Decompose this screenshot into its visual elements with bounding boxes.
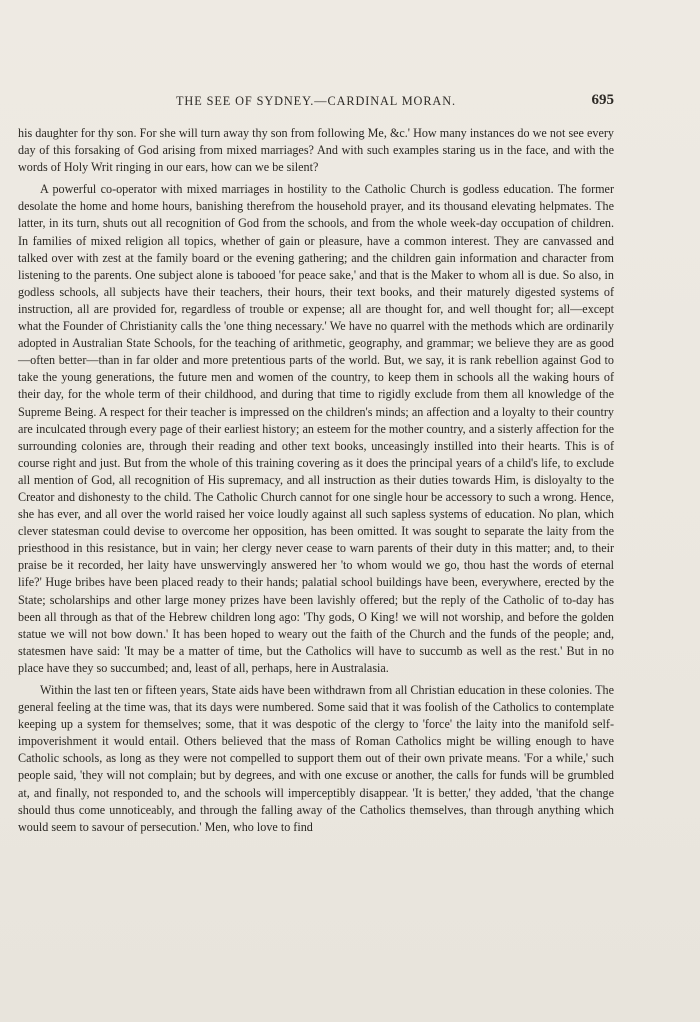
paragraph-state-aids: Within the last ten or fifteen years, State aids have been withdrawn from all Christian education in these colonies. The general feeling at the time was, that its days were numbered. Some said that it was foolish of the Catholics to contemplate keeping up a system for themselves; some, that it was despotic of the clergy to 'force' the laity into the manifold self-impoverishment it would entail. Others believed that the mass of Roman Catholics might be willing enough to have Catholic schools, as long as they were not compelled to support them out of their own private means. 'For a while,' such people said, 'they will not complain; but by degrees, and with one excuse or another, the calls for funds will be grumbled at, and finally, not responded to, and the schools will imperceptibly disappear. 'It is better,' they added, 'that the change should thus come unnoticeably, and through the falling away of the Catholics themselves, than through anything which would seem to savour of persecution.' Men, who love to find (18, 683, 614, 834)
page-header (18, 92, 614, 112)
running-title: THE SEE OF SYDNEY.—CARDINAL MORAN. (176, 94, 456, 108)
body-text (18, 125, 614, 841)
page-number: 695 (591, 92, 614, 108)
paragraph-continued: his daughter for thy son. For she will turn away thy son from following Me, &c.' How many instances do we not see every day of this forsaking of God arising from mixed marriages? And with such examples staring us in the face, and with the words of Holy Writ ringing in our ears, how can we be silent? (18, 126, 614, 175)
paragraph-godless-education: A powerful co-operator with mixed marriages in hostility to the Catholic Church is godless education. The former desolate the home and home hours, banishing therefrom the household prayer, and its thousand elevating helpmates. The latter, in its turn, shuts out all recognition of God from the schools, and from the whole week-day occupation of children. In families of mixed religion all topics, whether of gain or pleasure, have a common interest. They are canvassed and talked over with zest at the family board or the evening gathering; and the children gain information and character from listening to the parents. One subject alone is tabooed 'for peace sake,' and that is the Maker to whom all is due. So also, in godless schools, all subjects have their teachers, their hours, their text books, and their maturely digested systems of instruction, all are provided for, regardless of trouble or expense; all are thought for, and well thought for; all—except what the Founder of Christianity calls the 'one thing necessary.' We have no quarrel with the methods which are ordinarily adopted in Australian State Schools, for the teaching of arithmetic, geography, and grammar; we believe they are as good—often better—than in far older and more pretentious parts of the world. But, we say, it is rank rebellion against God to take the young generations, the future men and women of the country, to keep them in schools all the waking hours of their day, for the whole term of their childhood, and during that time to rigidly exclude from them all knowledge of the Supreme Being. A respect for their teacher is impressed on the children's minds; an affection and a loyalty to their country are inculcated through every page of their earliest history; an esteem for the mother country, and a sisterly affection for the surrounding colonies are, through their reading and other text books, unceasingly instilled into their hearts. This is of course right and just. But from the whole of this training covering as it does the principal years of a child's life, to exclude all mention of God, all recognition of His supremacy, and all instruction as their duties towards Him, is disloyalty to the Creator and dishonesty to the child. The Catholic Church cannot for one single hour be accessory to such a wrong. Hence, she has ever, and all over the world raised her voice loudly against all such sapless systems of education. No plan, which clever statesman could devise to overcome her opposition, has been omitted. It was sought to separate the laity from the priesthood in this resistance, but in vain; her clergy never cease to warn parents of their duty in this matter; and, to their praise be it recorded, her laity have unswervingly answered her 'to whom would we go, thou hast the words of eternal life?' Huge bribes have been placed ready to their hands; palatial school buildings have been, everywhere, erected by the State; scholarships and other large money prizes have been lavishly offered; but the reply of the Catholic of to-day has been all through as that of the Hebrew children long ago: 'Thy gods, O King! we will not worship, and before the golden statue we will not bow down.' It has been hoped to weary out the faith of the Church and the funds of the people; and, statesmen have said: 'It may be a matter of time, but the Catholics will have to succumb as well as the rest.' But in no place have they so succumbed; and, least of all, perhaps, here in Australasia. (18, 182, 614, 675)
